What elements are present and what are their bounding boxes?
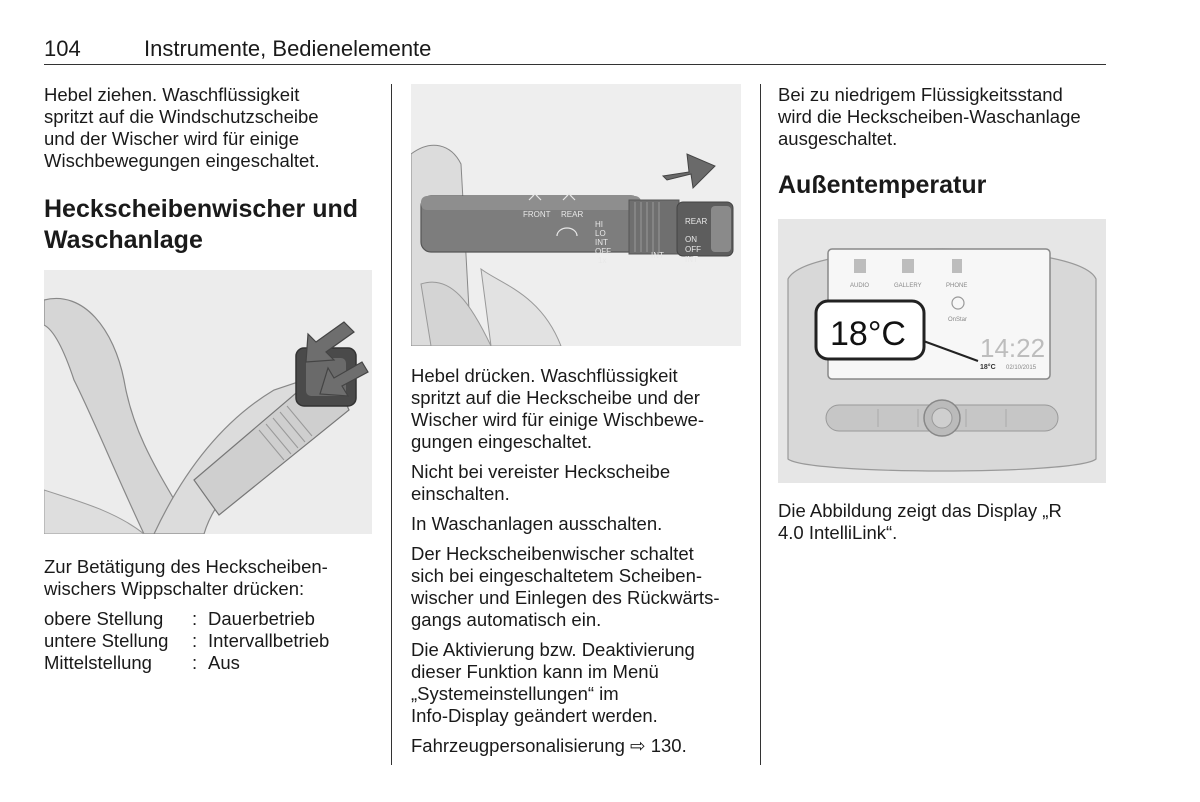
header-rule: [44, 64, 1106, 65]
column-3: [778, 84, 1108, 201]
temperature-callout: 18°C: [830, 315, 906, 353]
para-line: Nicht bei vereister Heckscheibe: [411, 461, 671, 482]
rear-wiper-caption: [44, 556, 374, 600]
page-ref-arrow-icon: ⇨: [630, 735, 646, 756]
onstar-app-label: OnStar: [948, 317, 968, 323]
rear-washer-paragraph: [411, 365, 741, 453]
para-line: gungen eingeschaltet.: [411, 431, 593, 452]
personalisation-reference: [411, 735, 741, 757]
column-divider-2: [760, 84, 761, 765]
para-line: wischer und Einlegen des Rückwärts-: [411, 587, 720, 608]
once-label: 1x: [598, 256, 607, 265]
para-line: Info-Display geändert werden.: [411, 705, 658, 726]
caption-line: wischers Wippschalter drücken:: [44, 578, 305, 599]
infotainment-display-illustration: [778, 219, 1106, 483]
activation-paragraph: [411, 639, 741, 727]
page-number: 104: [44, 36, 81, 61]
column-2: [411, 365, 741, 765]
position-value: Intervallbetrieb: [208, 630, 330, 651]
car-wash-paragraph: [411, 513, 741, 535]
caption-line: 4.0 IntelliLink“.: [778, 522, 898, 543]
int-right-label: INT: [685, 255, 698, 264]
intro-line: spritzt auf die Windschutzscheibe: [44, 106, 319, 127]
rear-wiper-heading: [44, 194, 374, 256]
page-ref-link[interactable]: 130.: [650, 735, 687, 756]
para-line: Bei zu niedrigem Flüssigkeitsstand: [778, 84, 1063, 105]
column-1: [44, 84, 374, 256]
position-value: Aus: [208, 652, 240, 673]
position-label: Mittelstellung: [44, 652, 152, 673]
rear-wiper-switch-illustration: [44, 270, 372, 534]
int-label: INT: [595, 238, 608, 247]
icy-window-paragraph: [411, 461, 741, 505]
int-rear-label: INT: [651, 251, 664, 260]
intro-line: und der Wischer wird für einige: [44, 128, 299, 149]
para-line: spritzt auf die Heckscheibe und der: [411, 387, 700, 408]
audio-app-label: AUDIO: [850, 283, 870, 289]
section-title: Instrumente, Bedienelemente: [144, 36, 432, 61]
rear-label: REAR: [561, 210, 584, 219]
para-line: sich bei eingeschaltetem Scheiben-: [411, 565, 703, 586]
clock-display: 14:22: [980, 333, 1046, 363]
reverse-gear-paragraph: [411, 543, 741, 631]
separator: :: [192, 608, 198, 629]
table-row: [44, 652, 329, 674]
on-label: ON: [685, 235, 697, 244]
gallery-app-label: GALLERY: [894, 283, 922, 289]
lo-label: LO: [595, 229, 606, 238]
para-line: dieser Funktion kann im Menü: [411, 661, 659, 682]
low-fluid-paragraph: [778, 84, 1108, 150]
off-label: OFF: [595, 247, 611, 256]
column-1-lower: [44, 556, 374, 674]
para-line: gangs automatisch ein.: [411, 609, 602, 630]
para-line: einschalten.: [411, 483, 510, 504]
date-display: 02/10/2015: [1006, 365, 1037, 371]
caption-line: Die Abbildung zeigt das Display „R: [778, 500, 1062, 521]
outside-temperature-heading: Außentemperatur: [778, 171, 987, 199]
separator: :: [192, 630, 198, 651]
phone-app-label: PHONE: [946, 283, 968, 289]
para-line: „Systemeinstellungen“ im: [411, 683, 619, 704]
position-value: Dauerbetrieb: [208, 608, 315, 629]
table-row: [44, 630, 329, 652]
rear-cap-label: REAR: [685, 217, 708, 226]
position-label: untere Stellung: [44, 630, 169, 651]
para-line: Der Heckscheibenwischer schaltet: [411, 543, 694, 564]
switch-positions-table: [44, 608, 329, 674]
table-row: [44, 608, 329, 630]
position-label: obere Stellung: [44, 608, 164, 629]
para-line: In Waschanlagen ausschalten.: [411, 513, 663, 534]
column-divider-1: [391, 84, 392, 765]
intro-paragraph: [44, 84, 374, 172]
front-label: FRONT: [523, 210, 551, 219]
para-line: Hebel drücken. Waschflüssigkeit: [411, 365, 678, 386]
intro-line: Hebel ziehen. Waschflüssigkeit: [44, 84, 300, 105]
separator: :: [192, 652, 198, 673]
display-caption: [778, 500, 1108, 544]
off-right-label: OFF: [685, 245, 701, 254]
hi-label: HI: [595, 220, 603, 229]
para-line: Die Aktivierung bzw. Deaktivierung: [411, 639, 695, 660]
page-header: [44, 36, 1106, 66]
intro-line: Wischbewegungen eingeschaltet.: [44, 150, 320, 171]
heading-line: Heckscheibenwischer und: [44, 195, 359, 223]
para-line: wird die Heckscheiben-Waschanlage: [778, 106, 1081, 127]
column-3-lower: [778, 500, 1108, 552]
para-line: Wischer wird für einige Wischbewe-: [411, 409, 705, 430]
caption-line: Zur Betätigung des Heckscheiben-: [44, 556, 328, 577]
reference-text: Fahrzeugpersonalisierung: [411, 735, 625, 756]
small-temperature: 18°C: [980, 364, 996, 371]
wiper-lever-illustration: [411, 84, 741, 346]
para-line: ausgeschaltet.: [778, 128, 898, 149]
heading-line: Waschanlage: [44, 226, 203, 254]
